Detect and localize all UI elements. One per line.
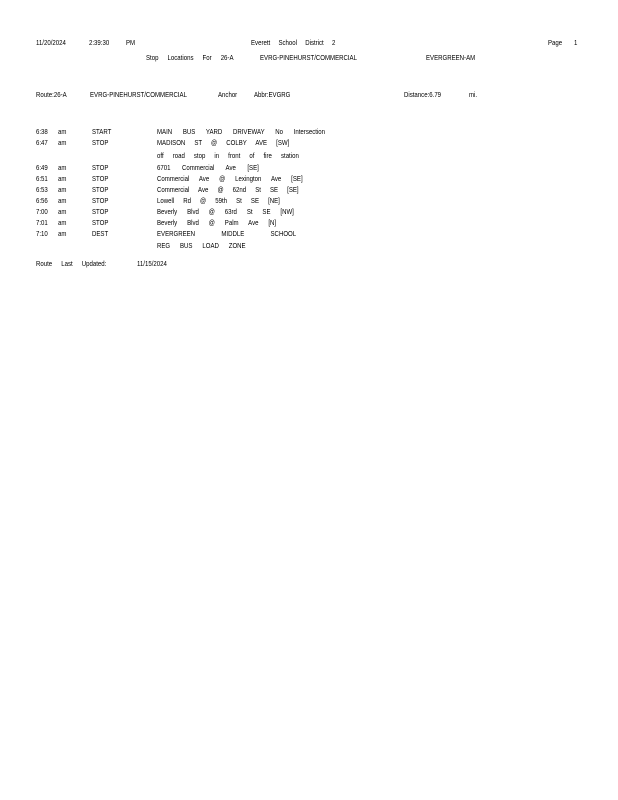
stop-location: off road stop in front of fire station	[157, 151, 299, 160]
list-item	[0, 127, 618, 138]
stop-location: REG BUS LOAD ZONE	[157, 241, 246, 250]
stop-time: 6:56	[36, 196, 48, 205]
stop-time: 6:49	[36, 163, 48, 172]
stop-location: MADISON ST @ COLBY AVE [SW]	[157, 138, 290, 147]
stop-time: 6:51	[36, 174, 48, 183]
stop-location: Lowell Rd @ 59th St SE [NE]	[157, 196, 280, 205]
route-distance: Distance:6.79	[404, 90, 442, 99]
list-item	[0, 163, 618, 174]
report-date: 11/20/2024	[36, 38, 66, 47]
list-item	[0, 174, 618, 185]
stop-type: STOP	[92, 174, 109, 183]
page-number: 1	[574, 38, 578, 47]
stop-ampm: am	[58, 138, 67, 147]
stop-location: Commercial Ave @ Lexington Ave [SE]	[157, 174, 303, 183]
stop-type: STOP	[92, 207, 109, 216]
stop-ampm: am	[58, 207, 67, 216]
list-item	[0, 138, 618, 149]
stop-time: 7:10	[36, 229, 48, 238]
stop-ampm: am	[58, 218, 67, 227]
school-name: EVERGREEN-AM	[426, 53, 476, 62]
stop-location: EVERGREEN MIDDLE SCHOOL	[157, 229, 297, 238]
stop-time: 6:38	[36, 127, 48, 136]
stop-time: 7:01	[36, 218, 48, 227]
report-title: Stop Locations For 26-A	[146, 53, 234, 62]
stop-time: 6:47	[36, 138, 48, 147]
stop-type: STOP	[92, 185, 109, 194]
route-description: EVRG-PINEHURST/COMMERCIAL	[260, 53, 357, 62]
route-id: Route:26-A	[36, 90, 67, 99]
stop-type: STOP	[92, 218, 109, 227]
list-item	[0, 229, 618, 240]
stop-type: START	[92, 127, 112, 136]
list-item	[0, 151, 618, 162]
stop-location: Beverly Blvd @ Palm Ave [N]	[157, 218, 277, 227]
list-item	[0, 218, 618, 229]
report-time: 2:39:30	[89, 38, 110, 47]
stop-type: DEST	[92, 229, 109, 238]
stop-time: 7:00	[36, 207, 48, 216]
stop-time: 6:53	[36, 185, 48, 194]
distance-units: mi.	[469, 90, 478, 99]
stop-location: Beverly Blvd @ 63rd St SE [NW]	[157, 207, 294, 216]
stop-ampm: am	[58, 127, 67, 136]
stop-ampm: am	[58, 174, 67, 183]
list-item	[0, 241, 618, 252]
stop-ampm: am	[58, 196, 67, 205]
report-ampm: PM	[126, 38, 136, 47]
stop-location: Commercial Ave @ 62nd St SE [SE]	[157, 185, 299, 194]
list-item	[0, 196, 618, 207]
list-item	[0, 207, 618, 218]
list-item	[0, 185, 618, 196]
stop-type: STOP	[92, 163, 109, 172]
stop-location: MAIN BUS YARD DRIVEWAY No Intersection	[157, 127, 326, 136]
stop-ampm: am	[58, 163, 67, 172]
district-name: Everett School District 2	[251, 38, 336, 47]
last-updated-label: Route Last Updated:	[36, 259, 107, 268]
stop-ampm: am	[58, 185, 67, 194]
stop-location: 6701 Commercial Ave [SE]	[157, 163, 259, 172]
last-updated-date: 11/15/2024	[137, 259, 167, 268]
stop-ampm: am	[58, 229, 67, 238]
stop-type: STOP	[92, 138, 109, 147]
page-label: Page	[548, 38, 563, 47]
route-abbr: Abbr:EVGRG	[254, 90, 291, 99]
anchor-label: Anchor	[218, 90, 238, 99]
stop-type: STOP	[92, 196, 109, 205]
route-name: EVRG-PINEHURST/COMMERCIAL	[90, 90, 187, 99]
